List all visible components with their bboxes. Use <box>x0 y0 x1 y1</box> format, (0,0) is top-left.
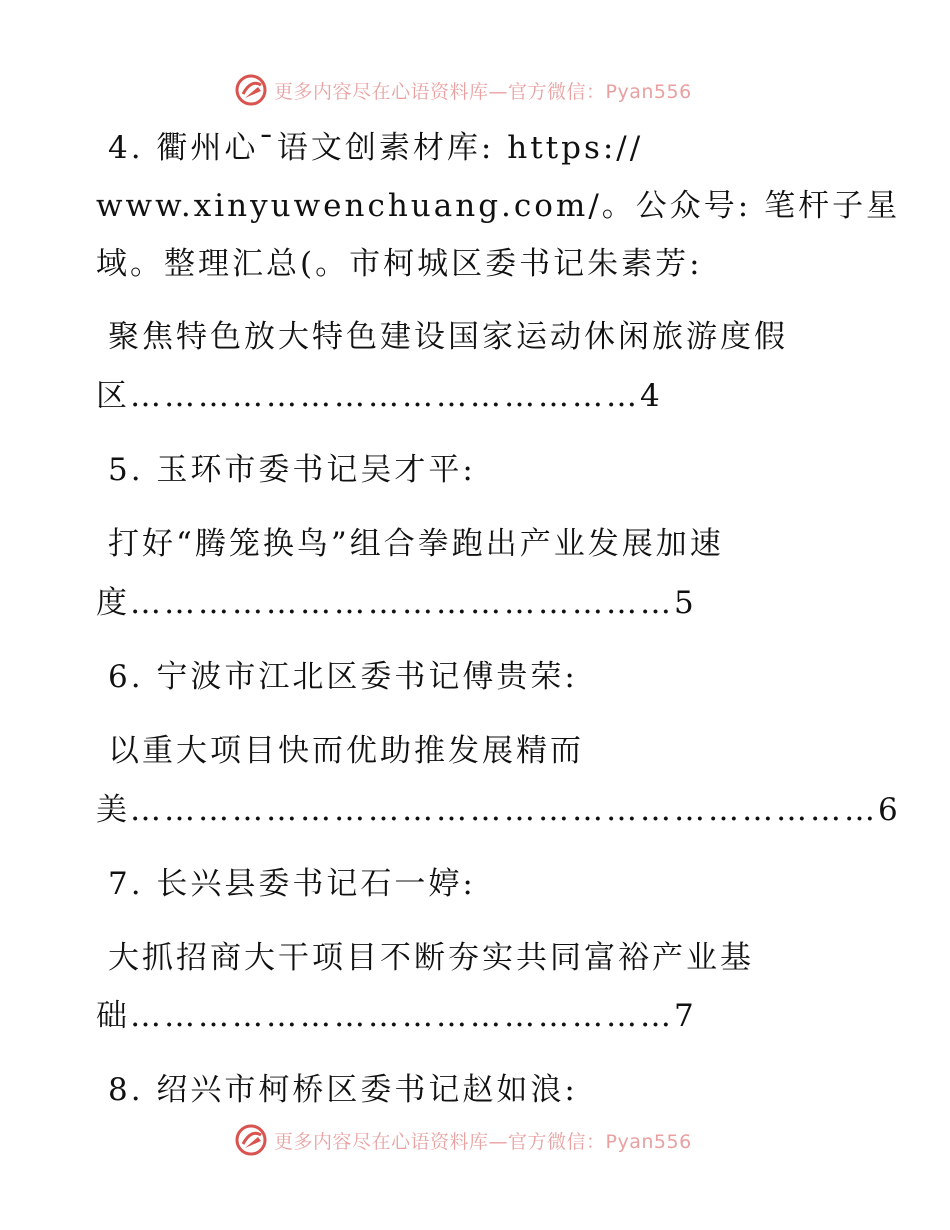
toc-line-11: 美…………………………………………………………6 <box>96 792 901 828</box>
logo-icon <box>234 1123 268 1157</box>
toc-line-12: 7. 长兴县委书记石一婷: <box>108 866 476 902</box>
toc-line-4: 聚焦特色放大特色建设国家运动休闲旅游度假 <box>108 319 788 355</box>
toc-line-10: 以重大项目快而优助推发展精而 <box>108 733 584 769</box>
toc-line-3: 域。整理汇总(。市柯城区委书记朱素芳: <box>96 246 703 282</box>
header-banner <box>234 72 692 108</box>
toc-line-6: 5. 玉环市委书记吴才平: <box>108 452 476 488</box>
footer-banner <box>234 1122 692 1158</box>
banner-text: 更多内容尽在心语资料库—官方微信：Pyan556 <box>274 1130 692 1153</box>
toc-line-14: 础…………………………………………7 <box>96 998 697 1034</box>
toc-line-9: 6. 宁波市江北区委书记傅贵荣: <box>108 659 578 695</box>
toc-line-5: 区………………………………………4 <box>96 378 663 414</box>
logo-icon <box>234 73 268 107</box>
toc-line-2: www.xinyuwenchuang.com/。公众号: 笔杆子星 <box>96 188 901 224</box>
toc-line-7: 打好“腾笼换鸟”组合拳跑出产业发展加速 <box>108 526 724 562</box>
toc-line-1: 4. 衢州心¯语文创素材库: https:// <box>108 130 644 166</box>
toc-line-13: 大抓招商大干项目不断夯实共同富裕产业基 <box>108 940 754 976</box>
banner-text: 更多内容尽在心语资料库—官方微信：Pyan556 <box>274 80 692 103</box>
toc-line-15: 8. 绍兴市柯桥区委书记赵如浪: <box>108 1072 578 1108</box>
toc-line-8: 度…………………………………………5 <box>96 585 697 621</box>
